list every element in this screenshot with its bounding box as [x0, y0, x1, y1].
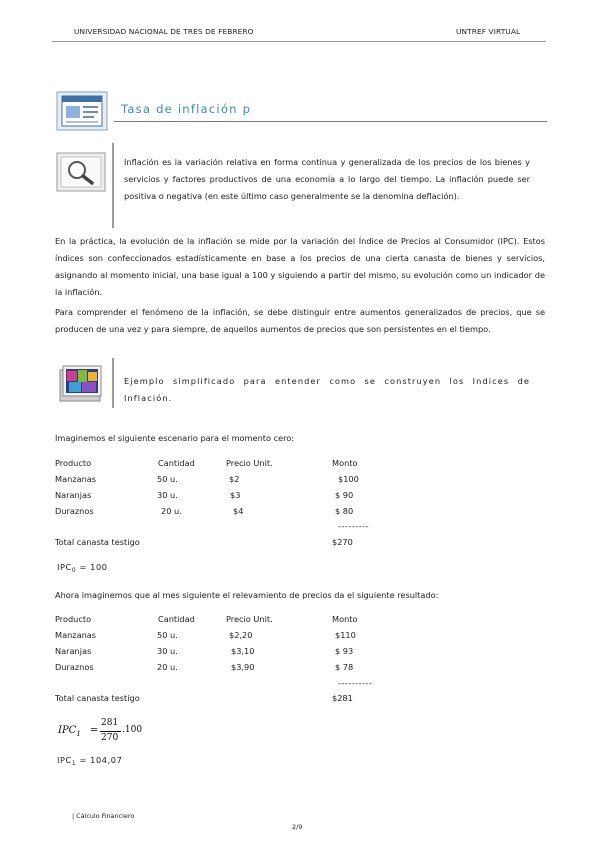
- table2-cell: Manzanas: [55, 630, 97, 640]
- table2-header-amount: Monto: [332, 614, 358, 624]
- table2-cell: Duraznos: [55, 662, 94, 672]
- ipc1-result: [57, 755, 122, 767]
- scenario1-intro: Imaginemos el siguiente escenario para el momento cero:: [55, 433, 295, 443]
- ipc0-sub: 0: [71, 567, 77, 574]
- table1-header-quantity: Cantidad: [158, 458, 195, 468]
- table2-total-label: Total canasta testigo: [55, 693, 140, 703]
- formula-lhs: IPC: [58, 725, 77, 736]
- table2-separator: ----------: [338, 678, 373, 688]
- header-site: UNTREF VIRTUAL: [456, 27, 521, 36]
- table1-cell: $ 90: [335, 490, 354, 500]
- table1-cell: $3: [230, 490, 241, 500]
- ipc1-value: = 104,07: [79, 755, 123, 765]
- ipc1-label: IPC: [57, 755, 72, 765]
- table1-cell: 50 u.: [157, 474, 178, 484]
- table1-cell: 30 u.: [157, 490, 178, 500]
- table2-header-price: Precio Unit.: [226, 614, 273, 624]
- header-divider: [52, 41, 546, 42]
- table2-header-product: Producto: [55, 614, 92, 624]
- formula-fraction-bar: [100, 731, 121, 732]
- table2-cell: 50 u.: [157, 630, 178, 640]
- table1-header-price: Precio Unit.: [226, 458, 273, 468]
- ipc1-sub: 1: [71, 760, 77, 767]
- table1-cell: $ 80: [335, 506, 354, 516]
- ipc0-result: [57, 562, 108, 574]
- table2-cell: $3,90: [231, 662, 255, 672]
- ipc1-formula: [58, 718, 148, 746]
- table2-cell: $ 93: [335, 646, 354, 656]
- paragraph-inflation: Para comprender el fenómeno de la inflación, se debe distinguir entre aumentos generalizados de precios, que se producen de una vez y para siempre, de aquellos aumentos de precios que son persistentes en el tiempo.: [55, 307, 545, 334]
- ipc0-value: = 100: [79, 562, 108, 572]
- table1-cell: Duraznos: [55, 506, 94, 516]
- table2-cell: 20 u.: [157, 662, 178, 672]
- table1-total-value: $270: [332, 537, 353, 547]
- magnifier-icon: [56, 152, 106, 192]
- photo-gallery-icon: [57, 364, 105, 404]
- definition-divider: [112, 143, 114, 228]
- section-title: Tasa de inflación p: [121, 102, 252, 116]
- header-institution: UNIVERSIDAD NACIONAL DE TRES DE FEBRERO: [74, 27, 254, 36]
- footer-course: | Cálculo Financiero: [72, 812, 135, 820]
- table1-cell: $100: [338, 474, 359, 484]
- table1-cell: $4: [233, 506, 244, 516]
- formula-denominator: 270: [101, 733, 119, 743]
- formula-times: .100: [122, 725, 143, 735]
- table1-cell: 20 u.: [161, 506, 182, 516]
- table1-cell: Naranjas: [55, 490, 92, 500]
- table1-total-label: Total canasta testigo: [55, 537, 140, 547]
- ipc0-label: IPC: [57, 562, 72, 572]
- table1-header-product: Producto: [55, 458, 92, 468]
- example-text: Ejemplo simplificado para entender como se construyen los Indices de Inflación.: [124, 376, 530, 403]
- table2-cell: $ 78: [335, 662, 354, 672]
- table1-header-amount: Monto: [332, 458, 358, 468]
- table2-cell: Naranjas: [55, 646, 92, 656]
- table2-header-quantity: Cantidad: [158, 614, 195, 624]
- formula-lhs-sub: 1: [76, 730, 81, 738]
- example-divider: [112, 358, 114, 408]
- table1-cell: Manzanas: [55, 474, 97, 484]
- formula-equals: =: [90, 725, 99, 736]
- table1-separator: ---------: [338, 521, 370, 531]
- page-number: 2/9: [292, 823, 303, 831]
- table2-cell: $110: [335, 630, 356, 640]
- table2-cell: $2,20: [229, 630, 253, 640]
- table2-cell: 30 u.: [157, 646, 178, 656]
- paragraph-ipc: En la práctica, la evolución de la inflación se mide por la variación del Índice de Precios al Consumidor (IPC). Estos índices son confeccionados estadísticamente en base a los precios de una cierta canasta de bienes y servicios, asignando al momento inicial, una base igual a 100 y siguiendo a partir del mismo, su evolución como un indicador de la inflación.: [55, 236, 545, 297]
- table2-total-value: $281: [332, 693, 353, 703]
- formula-numerator: 281: [101, 718, 119, 728]
- definition-text: Inflación es la variación relativa en forma continua y generalizada de los precios de los bienes y servicios y factores productivos de una economía a lo largo del tiempo. La inflación puede ser positiva o negativa (en este último caso generalmente se la denomina deflación).: [124, 157, 530, 201]
- table2-cell: $3,10: [231, 646, 255, 656]
- scenario2-intro: Ahora imaginemos que al mes siguiente el relevamiento de precios da el siguiente resultado:: [55, 590, 439, 600]
- table1-cell: $2: [229, 474, 240, 484]
- document-window-icon: [56, 91, 108, 131]
- title-underline: [114, 121, 547, 122]
